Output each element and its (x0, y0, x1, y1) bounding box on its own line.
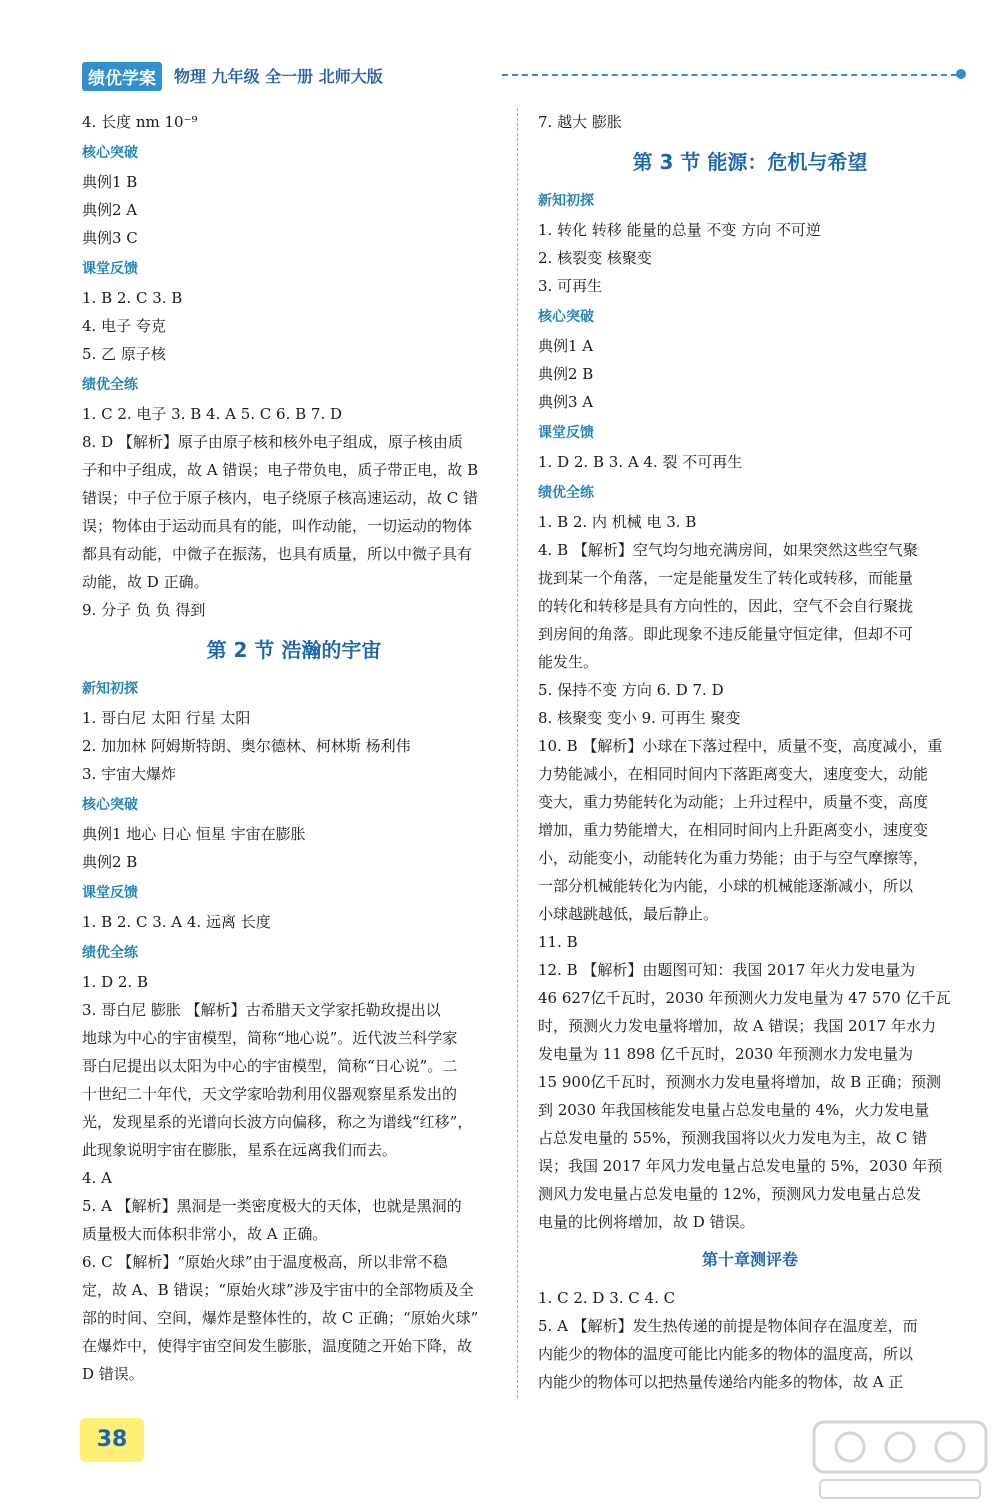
section-heading: 绩优全练 (82, 377, 138, 393)
answer-line: 9. 分子 负 负 得到 (82, 601, 206, 619)
answer-line: 内能少的物体可以把热量传递给内能多的物体，故 A 正 (538, 1373, 904, 1391)
section-heading: 绩优全练 (82, 945, 138, 961)
answer-line: 5. A 【解析】黑洞是一类密度极大的天体，也就是黑洞的 (82, 1197, 462, 1215)
answer-line: 2. 加加林 阿姆斯特朗、奥尔德林、柯林斯 杨利伟 (82, 737, 411, 755)
answer-line: 8. D 【解析】原子由原子核和核外电子组成，原子核由质 (82, 433, 463, 451)
answer-line: 子和中子组成，故 A 错误；电子带负电，质子带正电，故 B (82, 461, 479, 479)
answer-line: 46 627亿千瓦时，2030 年预测火力发电量为 47 570 亿千瓦 (538, 989, 951, 1007)
answer-line: 5. 保持不变 方向 6. D 7. D (538, 681, 724, 699)
right-column (538, 108, 962, 1396)
answer-line: 典例2 B (538, 365, 594, 383)
header-dashed-rule (502, 74, 957, 76)
page-header (82, 60, 962, 90)
answer-line: 3. 宇宙大爆炸 (82, 765, 177, 783)
answer-line: 典例2 A (82, 201, 138, 219)
answer-line: 质量极大而体积非常小，故 A 正确。 (82, 1225, 328, 1243)
answer-line: 哥白尼提出以太阳为中心的宇宙模型，简称“日心说”。二 (82, 1057, 458, 1075)
answer-line: 能发生。 (538, 653, 599, 671)
answer-line: 典例1 B (82, 173, 138, 191)
answer-line: 小球越跳越低，最后静止。 (538, 905, 719, 923)
answer-line: 变大，重力势能转化为动能；上升过程中，质量不变，高度 (538, 793, 929, 811)
book-subject: 物理 九年级 全一册 北师大版 (174, 67, 383, 86)
answer-line: 误；我国 2017 年风力发电量占总发电量的 5%，2030 年预 (538, 1157, 943, 1175)
answer-line: 发电量为 11 898 亿千瓦时，2030 年预测水力发电量为 (538, 1045, 913, 1063)
answer-line: 1. B 2. 内 机械 电 3. B (538, 513, 697, 531)
section-heading: 核心突破 (538, 309, 594, 325)
answer-line: 5. A 【解析】发生热传递的前提是物体间存在温度差，而 (538, 1317, 918, 1335)
chapter-title: 第 2 节 浩瀚的宇宙 (206, 638, 382, 662)
answer-line: 拢到某一个角落，一定是能量发生了转化或转移，而能量 (538, 569, 914, 587)
section-heading: 课堂反馈 (538, 425, 594, 441)
answer-line: 1. D 2. B (82, 973, 148, 991)
answer-line: 地球为中心的宇宙模型，简称“地心说”。近代波兰科学家 (82, 1029, 458, 1047)
answer-line: 测风力发电量占总发电量的 12%，预测风力发电量占总发 (538, 1185, 922, 1203)
section-heading: 核心突破 (82, 797, 138, 813)
answer-line: 7. 越大 膨胀 (538, 113, 622, 131)
answer-line: 15 900亿千瓦时，预测水力发电量将增加，故 B 正确；预测 (538, 1073, 942, 1091)
answer-line: 的转化和转移是具有方向性的，因此，空气不会自行聚拢 (538, 597, 914, 615)
section-heading: 新知初探 (538, 193, 594, 209)
left-column (82, 108, 506, 1388)
answer-line: 典例1 A (538, 337, 594, 355)
answer-line: 在爆炸中，使得宇宙空间发生膨胀，温度随之开始下降，故 (82, 1337, 473, 1355)
answer-line: 1. 哥白尼 太阳 行星 太阳 (82, 709, 251, 727)
answer-line: 2. 核裂变 核聚变 (538, 249, 652, 267)
answer-line: 12. B 【解析】由题图可知：我国 2017 年火力发电量为 (538, 961, 916, 979)
watermark-logo-icon (810, 1418, 990, 1504)
answer-line: 电量的比例将增加，故 D 错误。 (538, 1213, 755, 1231)
answer-line: 1. 转化 转移 能量的总量 不变 方向 不可逆 (538, 221, 821, 239)
page-number: 38 (80, 1418, 144, 1462)
answer-line: 1. B 2. C 3. A 4. 远离 长度 (82, 913, 271, 931)
answer-line: 内能少的物体的温度可能比内能多的物体的温度高，所以 (538, 1345, 914, 1363)
answer-line: 一部分机械能转化为内能，小球的机械能逐渐减小，所以 (538, 877, 914, 895)
answer-line: 1. B 2. C 3. B (82, 289, 183, 307)
answer-line: 4. 长度 nm 10⁻⁹ (82, 113, 198, 131)
column-divider (517, 108, 518, 1398)
answer-line: 都具有动能，中微子在振荡，也具有质量，所以中微子具有 (82, 545, 473, 563)
answer-line: 1. C 2. D 3. C 4. C (538, 1289, 676, 1307)
chapter-title: 第 3 节 能源：危机与希望 (632, 150, 868, 174)
answer-line: 典例3 A (538, 393, 594, 411)
answer-line: 4. A (82, 1169, 112, 1187)
answer-line: 此现象说明宇宙在膨胀，星系在远离我们而去。 (82, 1141, 398, 1159)
answer-line: 定，故 A、B 错误；“原始火球”涉及宇宙中的全部物质及全 (82, 1281, 474, 1299)
answer-line: 3. 可再生 (538, 277, 603, 295)
answer-line: 力势能减小，在相同时间内下落距离变大，速度变大，动能 (538, 765, 929, 783)
answer-line: 典例3 C (82, 229, 138, 247)
section-heading: 核心突破 (82, 145, 138, 161)
answer-line: D 错误。 (82, 1365, 144, 1383)
answer-line: 十世纪二十年代，天文学家哈勃利用仪器观察星系发出的 (82, 1085, 458, 1103)
answer-line: 5. 乙 原子核 (82, 345, 166, 363)
section-heading: 新知初探 (82, 681, 138, 697)
answer-line: 占总发电量的 55%，预测我国将以火力发电为主，故 C 错 (538, 1129, 928, 1147)
answer-line: 到 2030 年我国核能发电量占总发电量的 4%，火力发电量 (538, 1101, 930, 1119)
test-title: 第十章测评卷 (701, 1250, 798, 1269)
answer-line: 4. 电子 夸克 (82, 317, 166, 335)
answer-line: 4. B 【解析】空气均匀地充满房间，如果突然这些空气聚 (538, 541, 918, 559)
brand-logo: 绩优学案 (82, 62, 162, 91)
answer-line: 光，发现星系的光谱向长波方向偏移，称之为谱线“红移”， (82, 1113, 473, 1131)
section-heading: 绩优全练 (538, 485, 594, 501)
answer-line: 部的时间、空间，爆炸是整体性的，故 C 正确；“原始火球” (82, 1309, 479, 1327)
answer-line: 1. D 2. B 3. A 4. 裂 不可再生 (538, 453, 743, 471)
answer-line: 11. B (538, 933, 578, 951)
answer-line: 10. B 【解析】小球在下落过程中，质量不变，高度减小，重 (538, 737, 943, 755)
section-heading: 课堂反馈 (82, 885, 138, 901)
answer-line: 典例1 地心 日心 恒星 宇宙在膨胀 (82, 825, 306, 843)
answer-line: 到房间的角落。即此现象不违反能量守恒定律，但却不可 (538, 625, 914, 643)
section-heading: 课堂反馈 (82, 261, 138, 277)
answer-line: 误；物体由于运动而具有的能，叫作动能，一切运动的物体 (82, 517, 473, 535)
answer-line: 增加，重力势能增大，在相同时间内上升距离变小，速度变 (538, 821, 929, 839)
answer-line: 动能，故 D 正确。 (82, 573, 209, 591)
answer-line: 小，动能变小，动能转化为重力势能；由于与空气摩擦等， (538, 849, 929, 867)
answer-line: 6. C 【解析】“原始火球”由于温度极高，所以非常不稳 (82, 1253, 448, 1271)
answer-line: 时，预测火力发电量将增加，故 A 错误；我国 2017 年水力 (538, 1017, 937, 1035)
answer-line: 8. 核聚变 变小 9. 可再生 聚变 (538, 709, 741, 727)
header-dot-icon (956, 69, 966, 79)
answer-line: 典例2 B (82, 853, 138, 871)
answer-line: 3. 哥白尼 膨胀 【解析】古希腊天文学家托勒玫提出以 (82, 1001, 441, 1019)
answer-line: 1. C 2. 电子 3. B 4. A 5. C 6. B 7. D (82, 405, 343, 423)
answer-line: 错误；中子位于原子核内，电子绕原子核高速运动，故 C 错 (82, 489, 479, 507)
